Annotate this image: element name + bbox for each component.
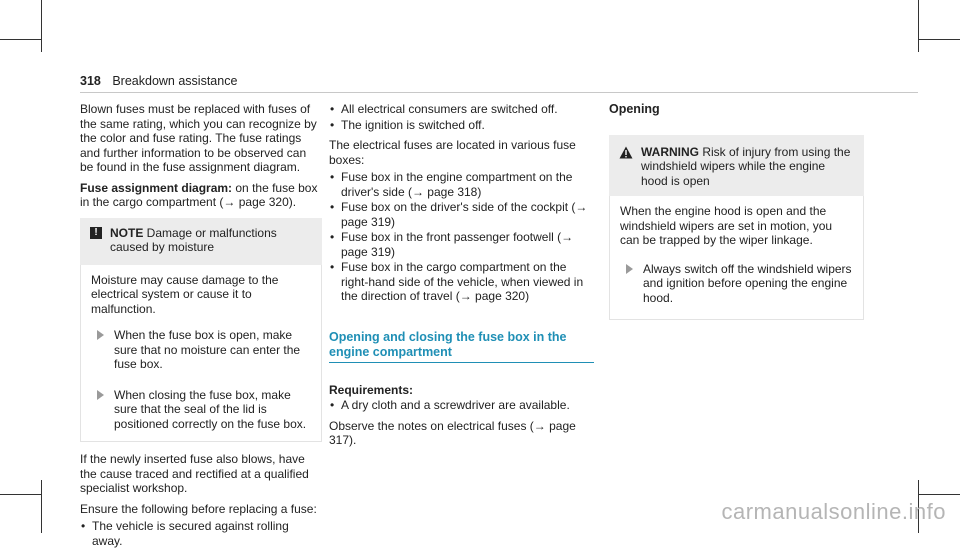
exclamation-icon: ! (90, 227, 102, 239)
warning-box (609, 135, 864, 321)
note-header (80, 218, 322, 265)
warning-step (620, 248, 853, 310)
fuse-box-list (329, 170, 594, 304)
crop-mark-tr-h (918, 39, 960, 40)
list-item: • The vehicle is secured against rolling away. (80, 519, 322, 548)
column-3 (609, 102, 864, 320)
precondition-list (80, 519, 322, 548)
before-replacing-paragraph: Ensure the following before replacing a fuse: (80, 501, 317, 516)
column-1 (80, 102, 322, 554)
warning-label: WARNING (641, 144, 699, 159)
note-step (91, 376, 311, 436)
note-label: NOTE (110, 225, 144, 240)
fuse-diagram-paragraph (80, 181, 322, 210)
warning-step-text: Always switch off the windshield wipers and ignition before opening the engine hood. (643, 261, 852, 305)
watermark: carmanualsonline.info (721, 499, 946, 524)
note-step-text: When closing the fuse box, make sure that the seal of the lid is positioned correctly on the fuse box. (114, 387, 307, 431)
precondition-list-continued (329, 102, 594, 132)
list-item: • All electrical consumers are switched off. (329, 102, 594, 117)
workshop-paragraph: If the newly inserted fuse also blows, have the cause traced and rectified at a qualified specialist workshop. (80, 452, 309, 495)
crop-mark-tl-h (0, 39, 42, 40)
note-box (80, 218, 322, 443)
arrow-right-icon (97, 330, 104, 340)
fuse-diagram-text[interactable]: on the fuse box in the cargo compartment (→ page 320). (80, 180, 318, 209)
note-step-text: When the fuse box is open, make sure that no moisture can enter the fuse box. (114, 328, 301, 371)
list-item[interactable]: • Fuse box in the engine compartment on the driver's side (→ page 318) (329, 170, 594, 199)
warning-header (609, 135, 864, 197)
crop-mark-bl-h (0, 494, 42, 495)
crop-mark-tl-v (41, 0, 42, 52)
page-header (80, 74, 237, 88)
note-body-text: Moisture may cause damage to the electrical system or cause it to malfunction. (91, 272, 279, 316)
header-divider (80, 92, 918, 93)
arrow-right-icon (626, 264, 633, 274)
warning-body-text: When the engine hood is open and the windshield wipers are set in motion, you can be trapped by the wiper linkage. (620, 204, 833, 247)
observe-notes-paragraph[interactable]: Observe the notes on electrical fuses (→ page 317). (329, 418, 576, 447)
note-step (91, 316, 311, 376)
crop-mark-bl-v (41, 480, 42, 533)
fuse-diagram-label: Fuse assignment diagram: (80, 180, 233, 195)
requirements-list (329, 398, 594, 413)
warning-title-text: Risk of injury from using the windshield wipers while the engine hood is open (641, 144, 851, 188)
section-name: Breakdown assistance (112, 74, 238, 88)
note-title (110, 226, 312, 255)
crop-mark-tr-v (918, 0, 919, 52)
list-item: • The ignition is switched off. (329, 118, 594, 133)
crop-mark-br-h (918, 494, 960, 495)
warning-triangle-icon (619, 146, 633, 159)
note-title-text: Damage or malfunctions caused by moisture (110, 225, 277, 254)
fuse-location-paragraph: The electrical fuses are located in various fuse boxes: (329, 138, 576, 167)
section-title: Opening and closing the fuse box in the engine compartment (329, 330, 594, 363)
opening-heading: Opening (609, 102, 660, 116)
note-body (80, 265, 322, 443)
list-item[interactable]: • Fuse box in the front passenger footwell (→ page 319) (329, 230, 594, 259)
arrow-right-icon (97, 390, 104, 400)
warning-body (609, 196, 864, 320)
column-2 (329, 102, 594, 454)
warning-title (641, 145, 854, 189)
list-item[interactable]: • Fuse box on the driver's side of the cockpit (→ page 319) (329, 200, 594, 229)
fuse-intro-paragraph: Blown fuses must be replaced with fuses of the same rating, which you can recognize by the color and fuse rating. The fuse ratings and further information to be observed can be found in the fuse assignment diagram. (80, 102, 317, 174)
requirements-label: Requirements: (329, 382, 414, 397)
list-item: • A dry cloth and a screwdriver are available. (329, 398, 594, 413)
list-item[interactable]: • Fuse box in the cargo compartment on the right-hand side of the vehicle, when viewed in the direction of travel (→ page 320) (329, 260, 594, 304)
page-number: 318 (80, 74, 101, 88)
